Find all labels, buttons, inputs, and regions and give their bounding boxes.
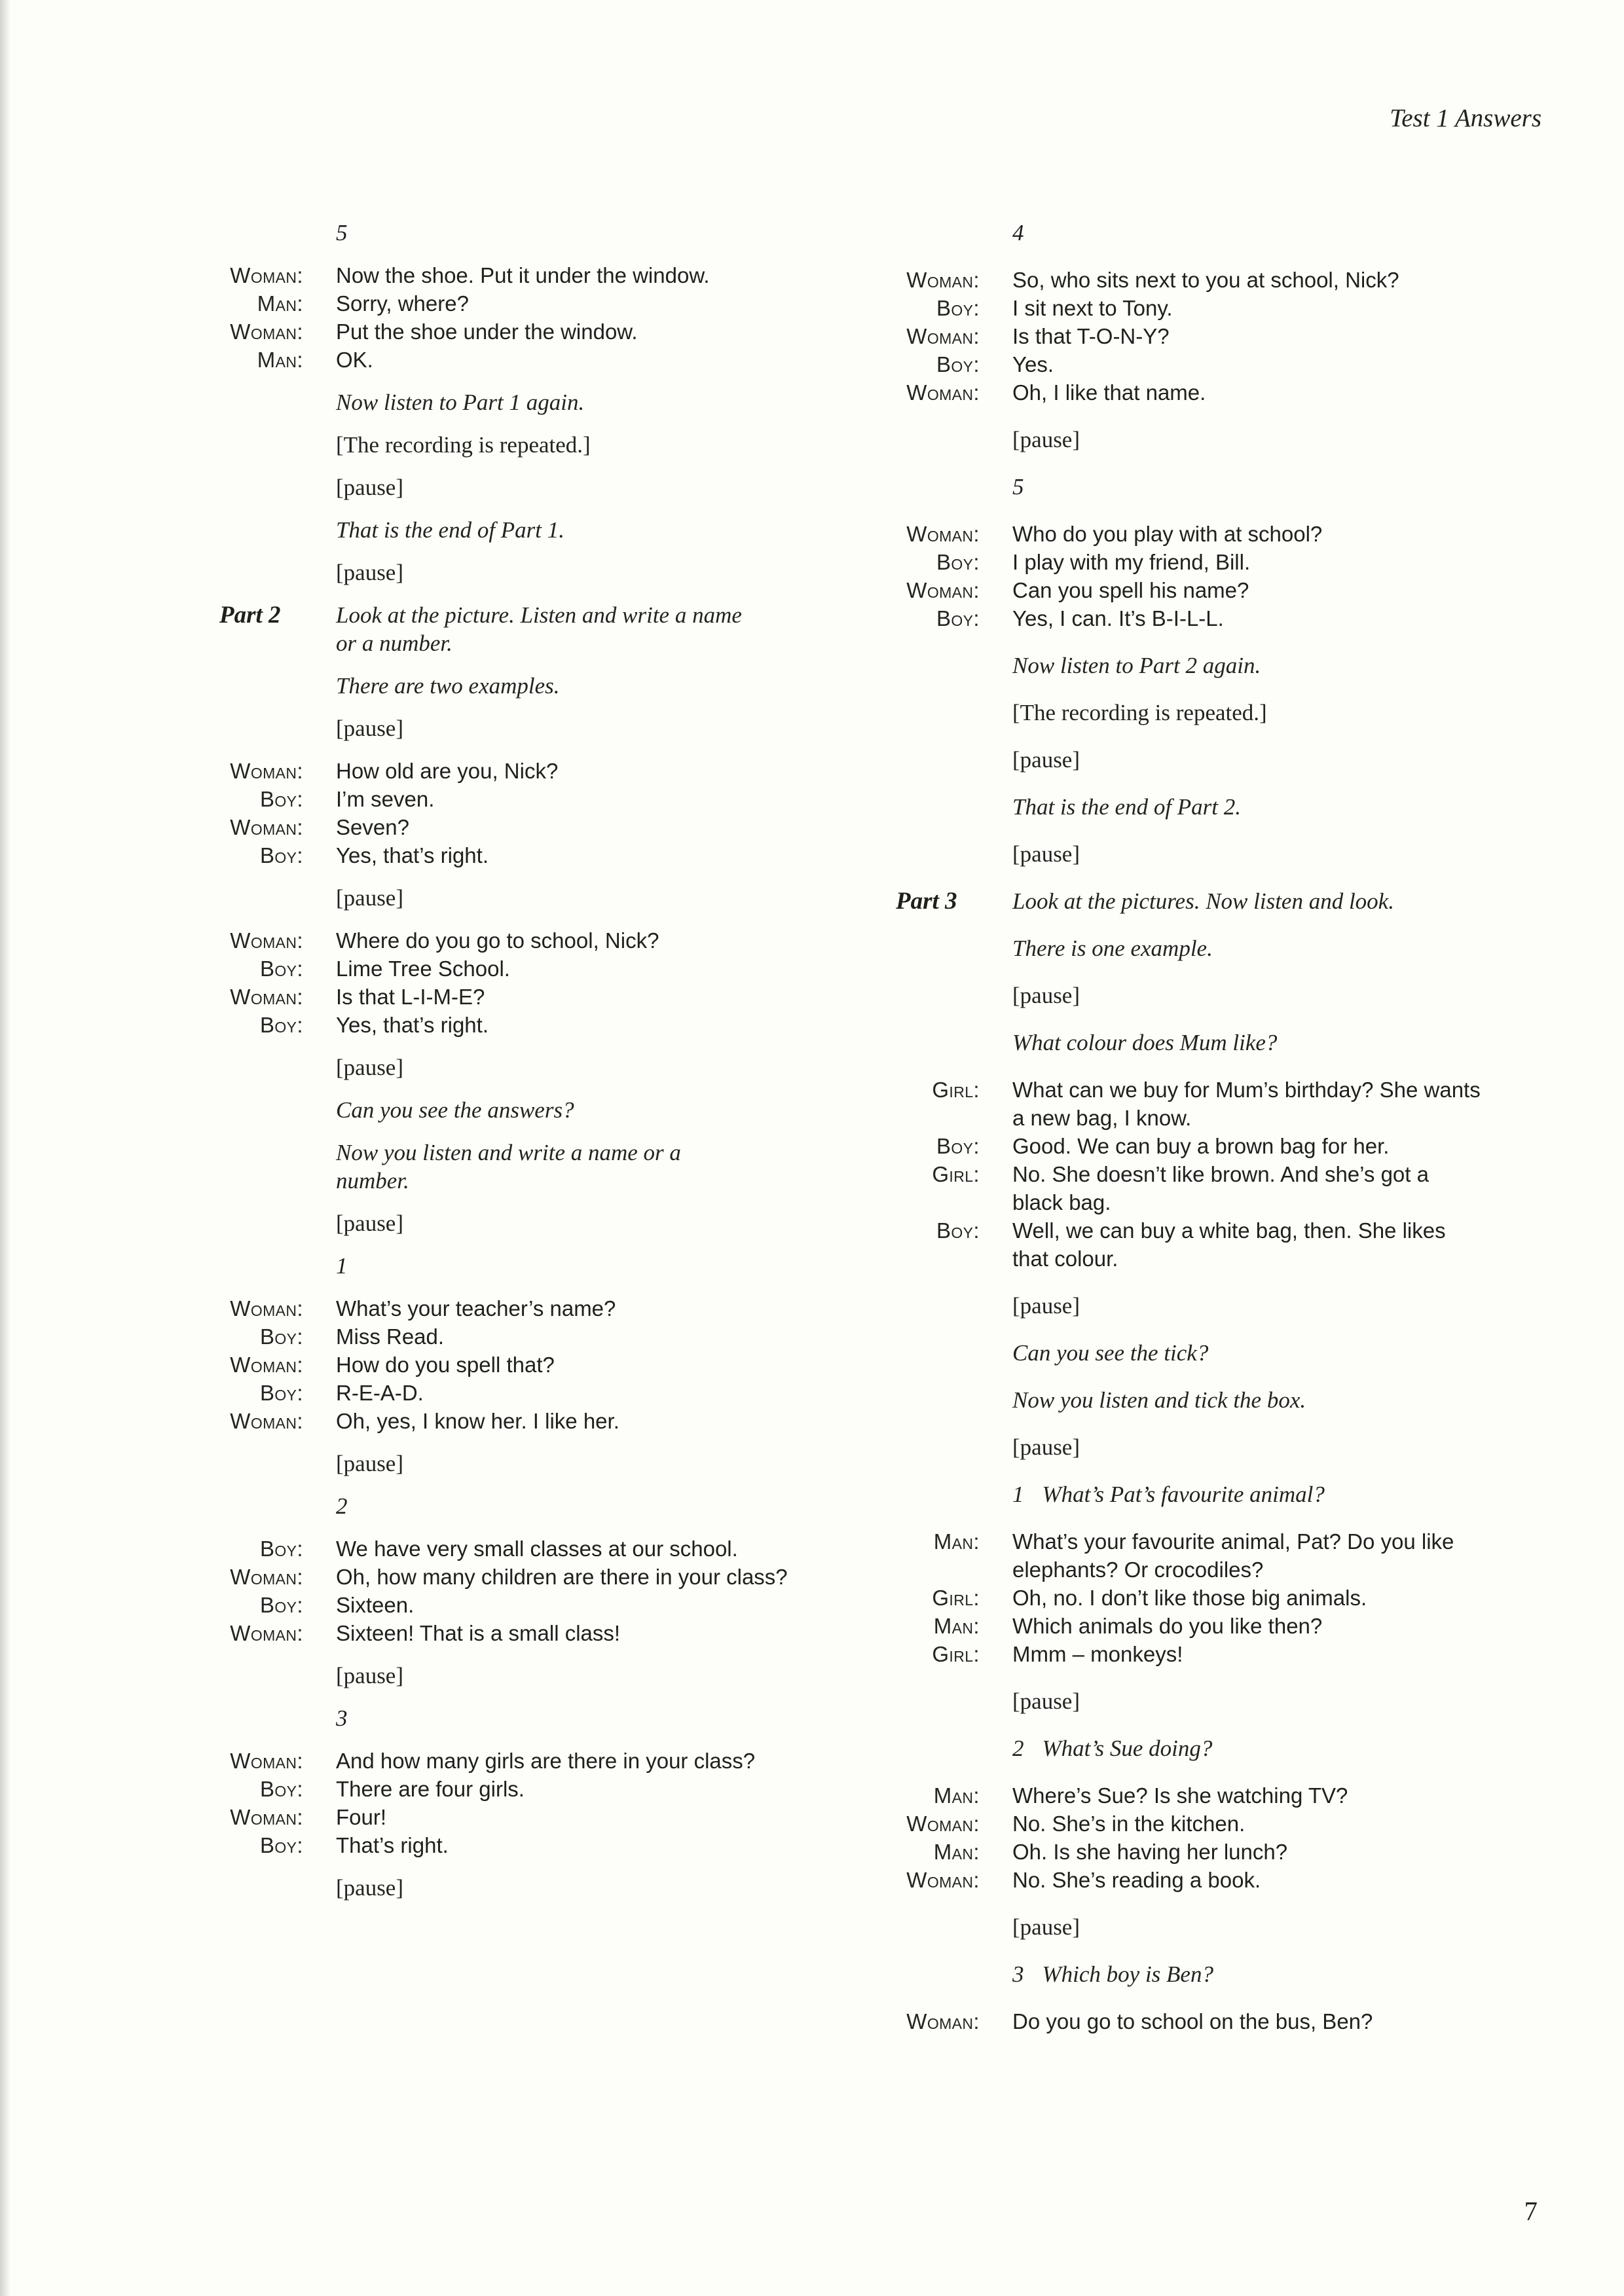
running-head: Test 1 Answers	[1390, 104, 1541, 132]
speaker-label: Woman:	[230, 1749, 303, 1773]
utterance-text: So, who sits next to you at school, Nick?	[1012, 268, 1399, 292]
bracket-text: [pause]	[336, 1663, 404, 1688]
bracket-text: [pause]	[1012, 1293, 1080, 1319]
direction-text: Now listen to Part 2 again.	[1012, 653, 1261, 678]
label-spacer	[896, 219, 980, 247]
utterance-text: Mmm – monkeys!	[1012, 1642, 1183, 1666]
dialogue-block	[896, 520, 1484, 632]
label-spacer	[896, 746, 980, 774]
dialogue-block	[219, 261, 809, 374]
question-number: 2	[1012, 1736, 1024, 1761]
dialogue-line	[219, 1619, 809, 1647]
bracket-text: [pause]	[1012, 1914, 1080, 1940]
direction-block	[219, 1096, 809, 1124]
speaker-label: Man:	[933, 1614, 980, 1638]
utterance-text: Do you go to school on the bus, Ben?	[1012, 2009, 1373, 2033]
speaker-label: Woman:	[230, 263, 303, 287]
utterance-text: How old are you, Nick?	[336, 759, 559, 783]
speaker-label: Man:	[257, 348, 303, 372]
speaker-label: Woman:	[230, 1296, 303, 1321]
question-number: 1	[1012, 1482, 1024, 1507]
utterance-text: Where’s Sue? Is she watching TV?	[1012, 1783, 1348, 1808]
speaker-label: Woman:	[230, 815, 303, 839]
number-text: 2	[336, 1493, 348, 1519]
speaker-label: Woman:	[230, 1565, 303, 1589]
dialogue-line	[896, 1640, 1484, 1668]
label-spacer	[896, 699, 980, 727]
bracket-text: [pause]	[336, 475, 404, 500]
part-text: Look at the pictures. Now listen and look.	[1012, 888, 1394, 914]
direction-text: What colour does Mum like?	[1012, 1030, 1278, 1055]
label-spacer	[219, 1449, 303, 1478]
speaker-label: Woman:	[230, 1409, 303, 1433]
direction-text: Now you listen and tick the box.	[1012, 1387, 1306, 1413]
direction-block	[896, 793, 1484, 821]
part-label: Part 3	[896, 888, 957, 915]
dialogue-line	[219, 1747, 809, 1775]
question-block	[896, 1734, 1484, 1762]
dialogue-line	[219, 1011, 809, 1039]
number-text: 5	[1012, 474, 1024, 500]
utterance-text: I sit next to Tony.	[1012, 296, 1173, 320]
speaker-label: Man:	[257, 291, 303, 316]
label-spacer	[896, 1480, 980, 1508]
direction-text: That is the end of Part 2.	[1012, 794, 1242, 820]
bracket-text: [pause]	[1012, 747, 1080, 773]
dialogue-line	[896, 1810, 1484, 1838]
bracket-block	[896, 840, 1484, 868]
dialogue-line	[219, 289, 809, 318]
direction-block	[896, 1339, 1484, 1367]
number-block	[219, 219, 809, 247]
utterance-text: Can you spell his name?	[1012, 578, 1249, 602]
dialogue-line	[219, 926, 809, 955]
bracket-text: [pause]	[336, 1055, 404, 1080]
utterance-text: Put the shoe under the window.	[336, 319, 638, 344]
number-block	[219, 1252, 809, 1280]
number-block	[219, 1704, 809, 1732]
dialogue-line	[219, 1407, 809, 1435]
utterance-text: What can we buy for Mum’s birthday? She wants a new bag, I know.	[1012, 1078, 1481, 1130]
speaker-label: Boy:	[936, 550, 980, 574]
speaker-label: Woman:	[906, 268, 980, 292]
speaker-label: Woman:	[906, 1812, 980, 1836]
speaker-label: Boy:	[936, 1218, 980, 1243]
dialogue-line	[219, 983, 809, 1011]
utterance-text: Oh, no. I don’t like those big animals.	[1012, 1586, 1367, 1610]
speaker-label: Woman:	[906, 380, 980, 405]
dialogue-line	[219, 318, 809, 346]
utterance-text: Miss Read.	[336, 1324, 445, 1349]
speaker-label: Woman:	[906, 522, 980, 546]
transcript-column-right	[896, 208, 1484, 2054]
direction-block	[896, 1029, 1484, 1057]
utterance-text: Four!	[336, 1805, 387, 1829]
utterance-text: Oh, yes, I know her. I like her.	[336, 1409, 619, 1433]
speaker-label: Boy:	[259, 1537, 303, 1561]
dialogue-line	[219, 1351, 809, 1379]
question-line	[1012, 1480, 1484, 1508]
utterance-text: Where do you go to school, Nick?	[336, 928, 659, 953]
utterance-text: Good. We can buy a brown bag for her.	[1012, 1134, 1390, 1158]
label-spacer	[219, 1704, 303, 1732]
utterance-text: How do you spell that?	[336, 1353, 555, 1377]
speaker-label: Man:	[933, 1783, 980, 1808]
bracket-block	[219, 558, 809, 587]
dialogue-line	[896, 1527, 1484, 1584]
question-line	[1012, 1960, 1484, 1988]
speaker-label: Woman:	[906, 578, 980, 602]
bracket-block	[896, 699, 1484, 727]
speaker-label: Woman:	[230, 1621, 303, 1645]
dialogue-line	[219, 785, 809, 813]
label-spacer	[219, 1252, 303, 1280]
label-spacer	[896, 1029, 980, 1057]
label-spacer	[896, 1339, 980, 1367]
bracket-text: [pause]	[336, 1875, 404, 1901]
direction-block	[896, 934, 1484, 962]
dialogue-line	[896, 378, 1484, 407]
label-spacer	[219, 1662, 303, 1690]
number-text: 1	[336, 1253, 348, 1279]
utterance-text: Well, we can buy a white bag, then. She likes that colour.	[1012, 1218, 1446, 1271]
speaker-label: Woman:	[230, 759, 303, 783]
speaker-label: Boy:	[259, 1013, 303, 1037]
question-text: Which boy is Ben?	[1042, 1961, 1213, 1987]
dialogue-line	[219, 757, 809, 785]
dialogue-line	[896, 294, 1484, 322]
dialogue-line	[896, 1838, 1484, 1866]
label-spacer	[219, 884, 303, 912]
number-text: 4	[1012, 220, 1024, 246]
utterance-text: Which animals do you like then?	[1012, 1614, 1323, 1638]
dialogue-line	[219, 1563, 809, 1591]
label-spacer	[896, 793, 980, 821]
label-spacer	[896, 1913, 980, 1941]
direction-text: That is the end of Part 1.	[336, 517, 565, 543]
utterance-text: What’s your favourite animal, Pat? Do you like elephants? Or crocodiles?	[1012, 1529, 1454, 1582]
label-spacer	[219, 1139, 303, 1195]
direction-block	[219, 1139, 809, 1195]
direction-text: Can you see the answers?	[336, 1097, 574, 1123]
speaker-label: Boy:	[936, 296, 980, 320]
utterance-text: No. She doesn’t like brown. And she’s got a black bag.	[1012, 1162, 1429, 1214]
number-block	[219, 1492, 809, 1520]
dialogue-block	[896, 266, 1484, 407]
bracket-block	[219, 1209, 809, 1237]
bracket-text: [pause]	[336, 1451, 404, 1476]
dialogue-line	[219, 346, 809, 374]
dialogue-block	[219, 926, 809, 1039]
dialogue-line	[896, 1132, 1484, 1160]
bracket-text: [pause]	[1012, 983, 1080, 1008]
label-spacer	[219, 431, 303, 459]
speaker-label: Boy:	[259, 1833, 303, 1857]
utterance-text: Is that L-I-M-E?	[336, 985, 485, 1009]
utterance-text: Oh. Is she having her lunch?	[1012, 1840, 1288, 1864]
speaker-label: Girl:	[932, 1642, 980, 1666]
label-spacer	[896, 1960, 980, 1988]
label-spacer	[219, 558, 303, 587]
page-edge-shadow	[0, 0, 10, 2296]
dialogue-block	[896, 1076, 1484, 1273]
bracket-block	[896, 981, 1484, 1010]
bracket-text: [pause]	[336, 716, 404, 741]
bracket-block	[219, 1053, 809, 1082]
bracket-block	[219, 1662, 809, 1690]
bracket-text: [pause]	[336, 560, 404, 585]
direction-text: Now you listen and write a name or a number.	[336, 1140, 681, 1194]
dialogue-block	[896, 2007, 1484, 2035]
direction-block	[219, 388, 809, 416]
bracket-block	[219, 884, 809, 912]
dialogue-line	[219, 841, 809, 869]
utterance-text: We have very small classes at our school.	[336, 1537, 738, 1561]
utterance-text: Is that T-O-N-Y?	[1012, 324, 1170, 348]
direction-block	[219, 672, 809, 700]
dialogue-line	[219, 1535, 809, 1563]
bracket-block	[219, 714, 809, 742]
utterance-text: That’s right.	[336, 1833, 449, 1857]
dialogue-block	[219, 1747, 809, 1859]
question-number: 3	[1012, 1961, 1024, 1987]
part-label: Part 2	[219, 602, 281, 629]
direction-block	[219, 516, 809, 544]
direction-text: Can you see the tick?	[1012, 1340, 1209, 1366]
label-spacer	[896, 1734, 980, 1762]
speaker-label: Girl:	[932, 1162, 980, 1186]
utterance-text: I’m seven.	[336, 787, 435, 811]
bracket-text: [pause]	[1012, 1434, 1080, 1460]
label-spacer	[219, 219, 303, 247]
dialogue-line	[896, 1781, 1484, 1810]
speaker-label: Girl:	[932, 1078, 980, 1102]
utterance-text: Yes, that’s right.	[336, 843, 489, 867]
bracket-text: [pause]	[1012, 841, 1080, 867]
label-spacer	[219, 516, 303, 544]
dialogue-line	[896, 322, 1484, 350]
utterance-text: Oh, how many children are there in your class?	[336, 1565, 788, 1589]
direction-text: There is one example.	[1012, 936, 1213, 961]
utterance-text: Yes, I can. It’s B-I-L-L.	[1012, 606, 1224, 630]
label-spacer	[219, 388, 303, 416]
label-spacer	[219, 1874, 303, 1902]
dialogue-line	[896, 1160, 1484, 1216]
speaker-label: Woman:	[230, 985, 303, 1009]
speaker-label: Woman:	[230, 928, 303, 953]
question-text: What’s Sue doing?	[1042, 1736, 1213, 1761]
dialogue-line	[219, 1379, 809, 1407]
bracket-text: [pause]	[1012, 1688, 1080, 1714]
label-spacer	[896, 840, 980, 868]
utterance-text: Now the shoe. Put it under the window.	[336, 263, 710, 287]
label-spacer	[219, 473, 303, 501]
dialogue-block	[896, 1781, 1484, 1894]
speaker-label: Woman:	[906, 324, 980, 348]
label-spacer	[219, 1492, 303, 1520]
speaker-label: Girl:	[932, 1586, 980, 1610]
label-spacer	[896, 1433, 980, 1461]
bracket-block	[219, 1449, 809, 1478]
bracket-text: [pause]	[336, 885, 404, 911]
dialogue-line	[219, 261, 809, 289]
utterance-text: And how many girls are there in your class?	[336, 1749, 756, 1773]
speaker-label: Boy:	[259, 1381, 303, 1405]
bracket-block	[219, 1874, 809, 1902]
bracket-block	[896, 1433, 1484, 1461]
bracket-block	[896, 1687, 1484, 1715]
dialogue-line	[219, 1591, 809, 1619]
dialogue-line	[896, 350, 1484, 378]
utterance-text: Seven?	[336, 815, 409, 839]
number-block	[896, 473, 1484, 501]
speaker-label: Woman:	[230, 1805, 303, 1829]
dialogue-line	[896, 1216, 1484, 1273]
speaker-label: Boy:	[936, 1134, 980, 1158]
dialogue-line	[219, 1294, 809, 1322]
dialogue-line	[219, 1803, 809, 1831]
direction-block	[896, 1386, 1484, 1414]
label-spacer	[219, 1096, 303, 1124]
question-block	[896, 1960, 1484, 1988]
page-number: 7	[1524, 2196, 1538, 2226]
dialogue-line	[896, 604, 1484, 632]
dialogue-line	[219, 955, 809, 983]
speaker-label: Boy:	[259, 787, 303, 811]
dialogue-line	[896, 576, 1484, 604]
utterance-text: There are four girls.	[336, 1777, 525, 1801]
dialogue-block	[219, 1535, 809, 1647]
part-text: Look at the picture. Listen and write a name or a number.	[336, 602, 742, 656]
label-spacer	[219, 1053, 303, 1082]
label-spacer	[219, 1209, 303, 1237]
dialogue-block	[219, 757, 809, 869]
part-block	[896, 887, 1484, 915]
dialogue-line	[896, 2007, 1484, 2035]
dialogue-line	[896, 1612, 1484, 1640]
bracket-block	[219, 431, 809, 459]
utterance-text: No. She’s in the kitchen.	[1012, 1812, 1246, 1836]
dialogue-line	[896, 266, 1484, 294]
transcript-column-left	[219, 208, 809, 1916]
dialogue-block	[896, 1527, 1484, 1668]
dialogue-line	[896, 1076, 1484, 1132]
dialogue-line	[896, 1584, 1484, 1612]
speaker-label: Boy:	[936, 352, 980, 376]
dialogue-line	[896, 520, 1484, 548]
bracket-text: [pause]	[1012, 427, 1080, 452]
bracket-block	[896, 746, 1484, 774]
utterance-text: Yes, that’s right.	[336, 1013, 489, 1037]
speaker-label: Woman:	[906, 2009, 980, 2033]
utterance-text: R-E-A-D.	[336, 1381, 424, 1405]
speaker-label: Woman:	[230, 319, 303, 344]
dialogue-line	[896, 1866, 1484, 1894]
utterance-text: No. She’s reading a book.	[1012, 1868, 1261, 1892]
dialogue-line	[219, 813, 809, 841]
label-spacer	[896, 934, 980, 962]
direction-text: There are two examples.	[336, 673, 560, 699]
dialogue-line	[219, 1831, 809, 1859]
number-text: 3	[336, 1705, 348, 1731]
label-spacer	[896, 1292, 980, 1320]
bracket-block	[896, 426, 1484, 454]
dialogue-line	[219, 1775, 809, 1803]
utterance-text: Who do you play with at school?	[1012, 522, 1323, 546]
question-line	[1012, 1734, 1484, 1762]
number-block	[896, 219, 1484, 247]
speaker-label: Woman:	[230, 1353, 303, 1377]
bracket-text: [pause]	[336, 1211, 404, 1236]
speaker-label: Boy:	[259, 957, 303, 981]
speaker-label: Woman:	[906, 1868, 980, 1892]
dialogue-line	[219, 1322, 809, 1351]
question-text: What’s Pat’s favourite animal?	[1042, 1482, 1325, 1507]
speaker-label: Man:	[933, 1529, 980, 1554]
label-spacer	[896, 473, 980, 501]
utterance-text: Sixteen.	[336, 1593, 415, 1617]
speaker-label: Man:	[933, 1840, 980, 1864]
utterance-text: I play with my friend, Bill.	[1012, 550, 1251, 574]
bracket-block	[896, 1292, 1484, 1320]
dialogue-line	[896, 548, 1484, 576]
part-block	[219, 601, 809, 657]
direction-block	[896, 651, 1484, 680]
utterance-text: OK.	[336, 348, 373, 372]
label-spacer	[219, 714, 303, 742]
label-spacer	[896, 651, 980, 680]
utterance-text: Yes.	[1012, 352, 1054, 376]
label-spacer	[896, 1386, 980, 1414]
direction-text: Now listen to Part 1 again.	[336, 390, 585, 415]
speaker-label: Boy:	[259, 843, 303, 867]
bracket-text: [The recording is repeated.]	[1012, 700, 1267, 725]
utterance-text: Lime Tree School.	[336, 957, 510, 981]
speaker-label: Boy:	[936, 606, 980, 630]
utterance-text: Oh, I like that name.	[1012, 380, 1206, 405]
number-text: 5	[336, 220, 348, 246]
utterance-text: What’s your teacher’s name?	[336, 1296, 616, 1321]
speaker-label: Boy:	[259, 1324, 303, 1349]
bracket-text: [The recording is repeated.]	[336, 432, 591, 458]
label-spacer	[219, 672, 303, 700]
utterance-text: Sixteen! That is a small class!	[336, 1621, 621, 1645]
question-block	[896, 1480, 1484, 1508]
bracket-block	[219, 473, 809, 501]
label-spacer	[896, 426, 980, 454]
speaker-label: Boy:	[259, 1593, 303, 1617]
label-spacer	[896, 1687, 980, 1715]
bracket-block	[896, 1913, 1484, 1941]
dialogue-block	[219, 1294, 809, 1435]
speaker-label: Boy:	[259, 1777, 303, 1801]
utterance-text: Sorry, where?	[336, 291, 469, 316]
label-spacer	[896, 981, 980, 1010]
